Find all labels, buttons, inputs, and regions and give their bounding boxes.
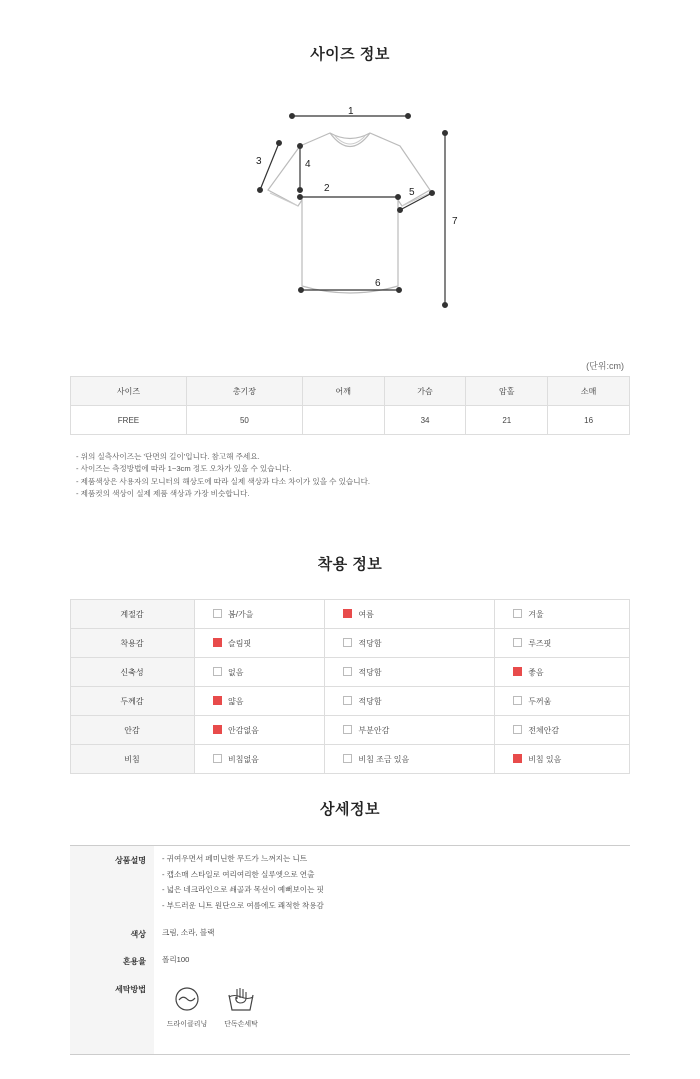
fit-option <box>495 629 630 658</box>
fit-option-label: 루즈핏 <box>528 638 552 648</box>
fit-option-label: 얇음 <box>228 696 244 706</box>
fit-option-label: 전체안감 <box>528 725 560 735</box>
size-header-cell: 암홀 <box>466 377 548 406</box>
color-value: 크림, 소라, 블랙 <box>162 928 215 937</box>
size-notes <box>76 451 370 500</box>
fit-option <box>325 687 495 716</box>
fit-option-label: 슬림핏 <box>228 638 252 648</box>
measure-label-6: 6 <box>375 278 381 289</box>
measure-label-7: 7 <box>452 216 458 227</box>
fit-option-label: 비침없음 <box>228 754 259 764</box>
size-cell: FREE <box>71 406 187 435</box>
fit-option-label: 없음 <box>228 667 244 677</box>
fit-option <box>325 658 495 687</box>
dry-clean-icon <box>174 986 200 1012</box>
fit-row <box>71 687 630 716</box>
desc-line: - 부드러운 니트 원단으로 여름에도 쾌적한 착용감 <box>162 900 324 910</box>
fit-table <box>70 599 630 774</box>
desc-line: - 귀여우면서 페미닌한 무드가 느껴지는 니트 <box>162 854 308 863</box>
fit-option <box>195 658 325 687</box>
wash-label: 세탁방법 <box>115 985 146 994</box>
unchecked-box-icon <box>343 638 352 647</box>
fit-option <box>325 745 495 774</box>
fit-row <box>71 658 630 687</box>
size-table-header <box>71 377 630 406</box>
hand-wash-icon <box>227 986 255 1012</box>
size-cell: 34 <box>384 406 466 435</box>
checked-box-icon <box>513 667 522 676</box>
unchecked-box-icon <box>343 667 352 676</box>
fit-row <box>71 745 630 774</box>
fit-option <box>195 716 325 745</box>
fit-option <box>495 745 630 774</box>
fit-option-label: 적당함 <box>358 667 382 677</box>
fit-option-label: 봄/가을 <box>228 609 254 619</box>
material-label: 혼용율 <box>122 957 146 966</box>
note-line: - 사이즈는 측정방법에 따라 1~3cm 정도 오차가 있을 수 있습니다. <box>76 464 292 474</box>
unchecked-box-icon <box>513 725 522 734</box>
fit-option-label: 두꺼움 <box>528 696 552 706</box>
unchecked-box-icon <box>213 667 222 676</box>
desc-list <box>162 851 324 913</box>
table-row <box>71 406 630 435</box>
unchecked-box-icon <box>343 696 352 705</box>
fit-option <box>495 658 630 687</box>
checked-box-icon <box>213 725 222 734</box>
fit-category: 두께감 <box>71 687 195 716</box>
checked-box-icon <box>213 696 222 705</box>
fit-option-label: 여름 <box>358 609 374 619</box>
checked-box-icon <box>343 609 352 618</box>
fit-option <box>495 600 630 629</box>
unchecked-box-icon <box>343 754 352 763</box>
color-label: 색상 <box>130 930 146 939</box>
size-header-cell: 가슴 <box>384 377 466 406</box>
checked-box-icon <box>513 754 522 763</box>
fit-option-label: 비침 조금 있음 <box>358 754 410 764</box>
tshirt-diagram <box>250 100 480 320</box>
fit-category: 비침 <box>71 745 195 774</box>
size-cell <box>302 406 384 435</box>
unchecked-box-icon <box>343 725 352 734</box>
fit-option <box>195 745 325 774</box>
measure-label-5: 5 <box>409 187 415 198</box>
detail-label-column <box>70 846 154 1054</box>
fit-row <box>71 629 630 658</box>
fit-option <box>495 716 630 745</box>
measure-label-3: 3 <box>256 156 262 167</box>
fit-option <box>325 600 495 629</box>
size-header-cell: 총기장 <box>186 377 302 406</box>
desc-line: - 캡소매 스타일로 여리여리한 실루엣으로 연출 <box>162 869 315 879</box>
fit-option <box>195 629 325 658</box>
fit-option-label: 적당함 <box>358 696 382 706</box>
detail-section-title: 상세정보 <box>320 801 380 818</box>
size-header-cell: 소매 <box>548 377 630 406</box>
size-section-title: 사이즈 정보 <box>310 46 390 63</box>
unchecked-box-icon <box>513 609 522 618</box>
detail-table <box>70 845 630 1055</box>
wash-label-text: 단독손세탁 <box>224 1021 258 1028</box>
unchecked-box-icon <box>213 609 222 618</box>
measure-label-4: 4 <box>305 159 311 170</box>
fit-option-label: 겨울 <box>528 609 544 619</box>
measure-label-1: 1 <box>348 106 354 117</box>
desc-line: - 넓은 네크라인으로 쇄골과 목선이 예뻐보이는 핏 <box>162 885 324 894</box>
fit-category: 신축성 <box>71 658 195 687</box>
material-value: 폴리100 <box>162 955 190 964</box>
fit-category: 안감 <box>71 716 195 745</box>
unchecked-box-icon <box>513 638 522 647</box>
fit-option-label: 부분안감 <box>358 725 390 735</box>
note-line: - 제품색상은 사용자의 모니터의 해상도에 따라 실제 색상과 다소 차이가 있을 수 있습니다. <box>76 476 371 486</box>
fit-section-title: 착용 정보 <box>317 556 383 573</box>
unchecked-box-icon <box>513 696 522 705</box>
fit-option-label: 적당함 <box>358 638 382 648</box>
note-line: - 제품컷의 색상이 실제 제품 색상과 가장 비슷합니다. <box>76 488 250 498</box>
size-header-cell: 어깨 <box>302 377 384 406</box>
note-line: - 위의 실측사이즈는 '단면의 길이'입니다. 참고해 주세요. <box>76 452 260 461</box>
size-unit: (단위:cm) <box>586 361 624 371</box>
wash-item-hand-wash <box>218 986 264 1029</box>
size-header-cell: 사이즈 <box>71 377 187 406</box>
desc-label: 상품설명 <box>115 856 146 865</box>
checked-box-icon <box>213 638 222 647</box>
fit-option-label: 좋음 <box>528 667 544 677</box>
fit-option-label: 안감없음 <box>228 725 259 735</box>
size-cell: 50 <box>186 406 302 435</box>
shirt-outline <box>268 133 430 293</box>
fit-option <box>195 600 325 629</box>
fit-row <box>71 600 630 629</box>
fit-category: 착용감 <box>71 629 195 658</box>
fit-category: 계절감 <box>71 600 195 629</box>
fit-row <box>71 716 630 745</box>
size-cell: 16 <box>548 406 630 435</box>
fit-option <box>325 716 495 745</box>
fit-option-label: 비침 있음 <box>528 754 562 764</box>
wash-label-text: 드라이클리닝 <box>166 1021 208 1028</box>
wash-item-dry-clean <box>164 986 210 1029</box>
measure-label-2: 2 <box>324 183 330 194</box>
size-cell: 21 <box>466 406 548 435</box>
fit-option <box>195 687 325 716</box>
unchecked-box-icon <box>213 754 222 763</box>
size-table <box>70 376 630 435</box>
fit-option <box>495 687 630 716</box>
fit-option <box>325 629 495 658</box>
